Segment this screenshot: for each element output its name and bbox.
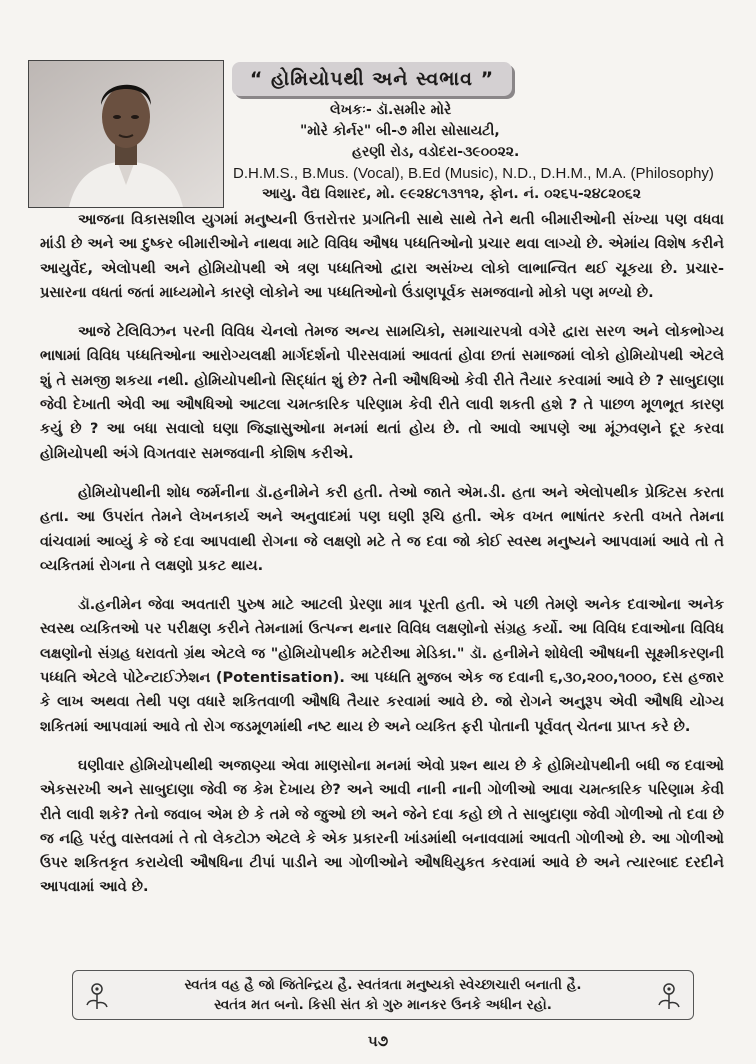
author-photo [28,60,224,208]
paragraph-2: આજે ટેલિવિઝન પરની વિવિધ ચેનલો તેમજ અન્ય સામયિકો, સમાચારપત્રો વગેરે દ્વારા સરળ અને લોકભોગ્ય ભાષામાં વિવિધ પધ્ધતિઓના આરોગ્યલક્ષી માર્ગદર્શનો પીરસવામાં આવતાં હોવા છતાં સમાજમાં લોકો હોમિયોપથી એટલે શું તે સમજી શકયા નથી. હોમિયોપથીનો સિદ્ધાંત શું છે? તેની ઔષધિઓ કેવી રીતે તૈયાર કરવામાં આવે છે ? સાબુદાણા જેવી દેખાતી એવી આ ઔષધિઓ આટલા ચમત્કારિક પરિણામ કેવી રીતે લાવી શકતી હશે ? તે પાછળ મૂળભૂત કારણ કયું છે ? આ બધા સવાલો ઘણા જિજ્ઞાસુઓના મનમાં થતાં હોય છે. તો આવો આપણે આ મૂંઝવણને દૂર કરવા હોમિયોપથી અંગે વિગતવાર સમજવાની કોશિષ કરીએ. [40,324,724,462]
address-line-1: "મોરે કોર્નર" બી-૭ મીરા સોસાયટી, [300,123,500,139]
author-line: લેખકઃ- ડૉ.સમીર મોરે [330,102,452,118]
author-qualifications: D.H.M.S., B.Mus. (Vocal), B.Ed (Music), N.D., D.H.M., M.A. (Philosophy) [233,165,714,182]
paragraph-1: આજના વિકાસશીલ યુગમાં મનુષ્યની ઉત્તરોત્તર પ્રગતિની સાથે સાથે તેને થતી બીમારીઓની સંખ્યા પણ વધવા માંડી છે અને આ દુષ્કર બીમારીઓને નાથવા માટે વિવિધ ઔષધ પધ્ધતિઓનો પ્રચાર થવા લાગ્યો છે. એમાંય વિશેષ કરીને આયુર્વેદ, એલોપથી અને હોમિયોપથી એ ત્રણ પધ્ધતિઓ દ્વારા અસંખ્ય લોકો લાભાન્વિત થઈ ચૂકયા છે. પ્રચાર-પ્રસારના વધતાં જતાં માધ્યમોને કારણે લોકોને આ પધ્ધતિઓનો ઉંડાણપૂર્વક સમજવાનો મોકો પણ મળ્યો છે. [40,212,724,301]
paragraph-3: હોમિયોપથીની શોધ જર્મનીના ડૉ.હનીમેને કરી હતી. તેઓ જાતે એમ.ડી. હતા અને એલોપથીક પ્રેક્ટિસ કરતા હતા. આ ઉપરાંત તેમને લેખનકાર્ય અને અનુવાદમાં પણ ઘણી રૂચિ હતી. એક વખત ભાષાંતર કરતી વખતે તેમના વાંચવામાં આવ્યું કે જે દવા આપવાથી રોગના જે લક્ષણો મટે તે જ દવા જો કોઈ સ્વસ્થ મનુષ્યને આપવામાં આવે તો તે વ્યકિતમાં રોગના તે લક્ષણો પ્રકટ થાય. [40,484,724,574]
address-line-2: હરણી રોડ, વડોદરા-૩૯૦૦૨૨. [352,144,520,160]
paragraph-5: ઘણીવાર હોમિયોપથીથી અજાણ્યા એવા માણસોના મનમાં એવો પ્રશ્ન થાય છે કે હોમિયોપથીની બધી જ દવાઓ એકસરખી અને સાબુદાણા જેવી જ કેમ દેખાય છે? અને આવી નાની નાની ગોળીઓ આવા ચમત્કારિક પરિણામ કેવી રીતે લાવી શકે? તેનો જવાબ એમ છે કે તમે જે જુઓ છો અને જેને દવા કહો છો તે સાબુદાણા જેવી ગોળીઓ તો દવા છે જ નહિ પરંતુ વાસ્તવમાં તે તો લેકટોઝ એટલે કે એક પ્રકારની ખાંડમાંથી બનાવવામાં આવતી ગોળીઓ છે. આ ગોળીઓ ઉપર શકિતકૃત કરાયેલી ઔષધિના ટીપાં પાડીને આ ગોળીઓને ઔષધિયુકત કરવામાં આવે છે અને ત્યારબાદ દરદીને આપવામાં આવે છે. [40,757,724,896]
article-title: “ હોમિયોપથી અને સ્વભાવ ” [232,62,512,96]
article-body [40,208,724,915]
quote-box [72,970,694,1020]
flower-ornament-right-icon [653,979,685,1011]
paragraph-4: ડૉ.હનીમેન જેવા અવતારી પુરુષ માટે આટલી પ્રેરણા માત્ર પૂરતી હતી. એ પછી તેમણે અનેક દવાઓના અનેક સ્વસ્થ વ્યકિતઓ પર પરીક્ષણ કરીને તેમનામાં ઉત્પન્ન થનાર વિવિધ લક્ષણોનો સંગ્રહ કર્યો. આ વિવિધ દવાઓના વિવિધ લક્ષણોનો સંગ્રહ ધરાવતો ગ્રંથ એટલે જ "હોમિયોપથીક મટેરીઆ મેડિકા." ડૉ. હનીમેને શોધેલી ઔષધની સૂક્ષ્મીકરણની પધ્ધતિ એટલે પોટેન્ટાઈઝેશન (Potentisation). આ પધ્ધતિ મુજબ એક જ દવાની ૬,૩૦,૨૦૦,૧૦૦૦, દસ હજાર કે લાખ અથવા તેથી પણ વધારે શકિતવાળી ઔષધિ તૈયાર કરવામાં આવે છે. જો રોગને અનુરૂપ એવી ઔષધિ યોગ્ય શકિતમાં આપવામાં આવે તો રોગ જડમૂળમાંથી નષ્ટ થાય છે અને વ્યકિત ફરી પોતાની પૂર્વવત્ ચેતના પ્રાપ્ત કરે છે. [40,597,724,735]
author-portrait-image [29,61,223,207]
quote-line-1: સ્વતંત્ર વહ હૈ જો જિતેન્દ્રિય હૈ. સ્વતંત્રતા મનુષ્યકો સ્વેચ્છાચારી બનાતી હૈ. [184,977,582,993]
contact-line: આયુ. વૈદ્ય વિશારદ, મો. ૯૯૨૪૮૧૩૧૧૨, ફોન. નં. ૦૨૬૫-૨૪૮૨૦૬૨ [262,186,641,202]
page-number: ૫૭ [367,1032,389,1050]
quote-line-2: સ્વતંત્ર મત બનો. કિસી સંત કો ગુરુ માનકર ઉનકે અધીન રહો. [214,997,552,1013]
